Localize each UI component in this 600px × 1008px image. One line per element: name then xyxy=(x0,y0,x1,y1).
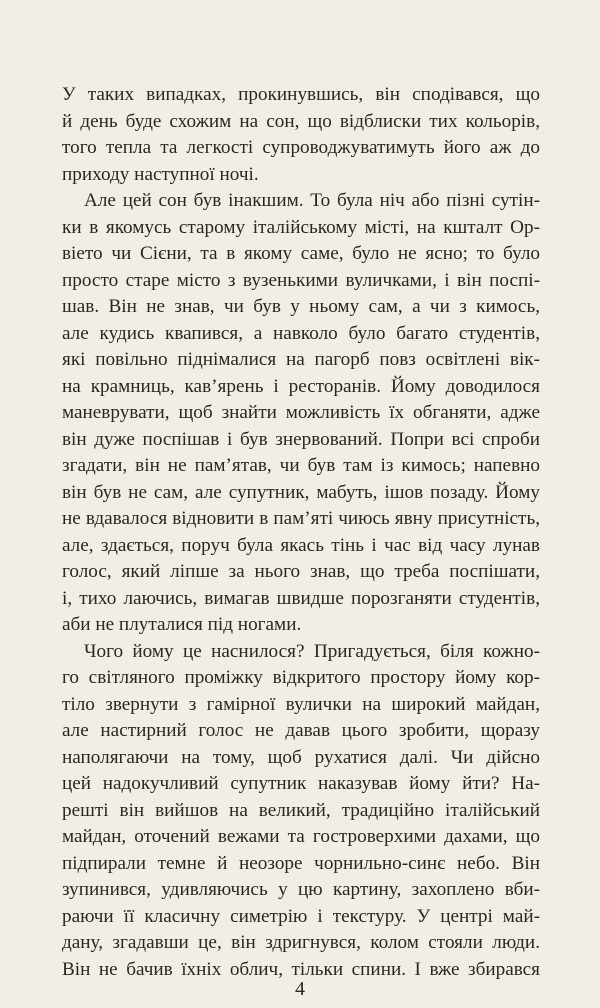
text-line: згадати, він не пам’ятав, чи був там із кимось; напевно xyxy=(62,455,540,476)
text-line: підпирали темне й неозоре чорнильно-синє небо. Він xyxy=(62,852,540,874)
text-line: приходу наступної ночі. xyxy=(62,163,259,185)
text-line: Чого йому це наснилося? Пригадується, біля кожно- xyxy=(84,640,540,662)
text-line: на крамниць, кав’ярень і ресторанів. Йому доводилося xyxy=(62,375,540,397)
text-line: дану, згадавши це, він здригнувся, колом стояли люди. xyxy=(62,932,540,953)
text-line: того тепла та легкості супроводжуватимуть його аж до xyxy=(62,137,540,158)
text-line: просто старе місто з вузенькими вуличками, і він поспі- xyxy=(62,269,540,291)
body-text xyxy=(62,82,540,983)
text-line: які повільно піднімалися на пагорб повз освітлені вік- xyxy=(62,349,540,370)
text-line: тіло звернути з гамірної вулички на широкий майдан, xyxy=(62,693,540,715)
text-line: Але цей сон був інакшим. То була ніч або пізні сутін- xyxy=(84,190,540,211)
text-line: він був не сам, але супутник, мабуть, ішов позаду. Йому xyxy=(62,481,540,503)
text-line: Він не бачив їхніх облич, тільки спини. І вже збирався xyxy=(62,958,540,980)
paragraph xyxy=(62,188,540,639)
text-line: аби не плуталися під ногами. xyxy=(62,614,302,635)
text-line: майдан, оточений вежами та гостроверхими дахами, що xyxy=(62,826,540,847)
text-line: він дуже поспішав і був знервований. Попри всі спроби xyxy=(62,428,540,450)
text-line: й день буде схожим на сон, що відблиски тих кольорів, xyxy=(62,110,540,132)
text-line: раючи її класичну симетрію і текстуру. У центрі май- xyxy=(62,905,540,927)
text-line: але, здається, поруч була якась тінь і час від часу лунав xyxy=(62,534,540,556)
text-line: шав. Він не знав, чи був у ньому сам, а чи з кимось, xyxy=(62,296,540,317)
text-line: го світляного проміжку відкритого простору йому кор- xyxy=(62,667,540,688)
paragraph xyxy=(62,639,540,984)
text-line: але настирний голос не давав цього зробити, щоразу xyxy=(62,720,540,741)
text-line: віето чи Сієни, та в якому саме, було не ясно; то було xyxy=(62,243,540,264)
text-line: У таких випадках, прокинувшись, він сподівався, що xyxy=(62,84,540,105)
text-line: голос, який ліпше за нього знав, що треба поспішати, xyxy=(62,561,540,582)
text-line: решті він вийшов на великий, традиційно італійський xyxy=(62,799,540,821)
text-line: цей надокучливий супутник наказував йому йти? На- xyxy=(62,773,540,794)
text-line: маневрувати, щоб знайти можливість їх обганяти, адже xyxy=(62,402,540,423)
paragraph xyxy=(62,82,540,188)
text-line: ки в якомусь старому італійському місті, на кшталт Ор- xyxy=(62,216,540,238)
text-line: але кудись квапився, а навколо було багато студентів, xyxy=(62,322,540,344)
text-line: наполягаючи на тому, щоб рухатися далі. Чи дійсно xyxy=(62,746,540,768)
text-line: не вдавалося відновити в пам’яті чиюсь явну присутність, xyxy=(62,508,540,529)
text-line: і, тихо лаючись, вимагав швидше порозганяти студентів, xyxy=(62,587,540,609)
page-number: 4 xyxy=(295,978,305,1000)
text-line: зупинився, удивляючись у цю картину, захоплено вби- xyxy=(62,879,540,900)
